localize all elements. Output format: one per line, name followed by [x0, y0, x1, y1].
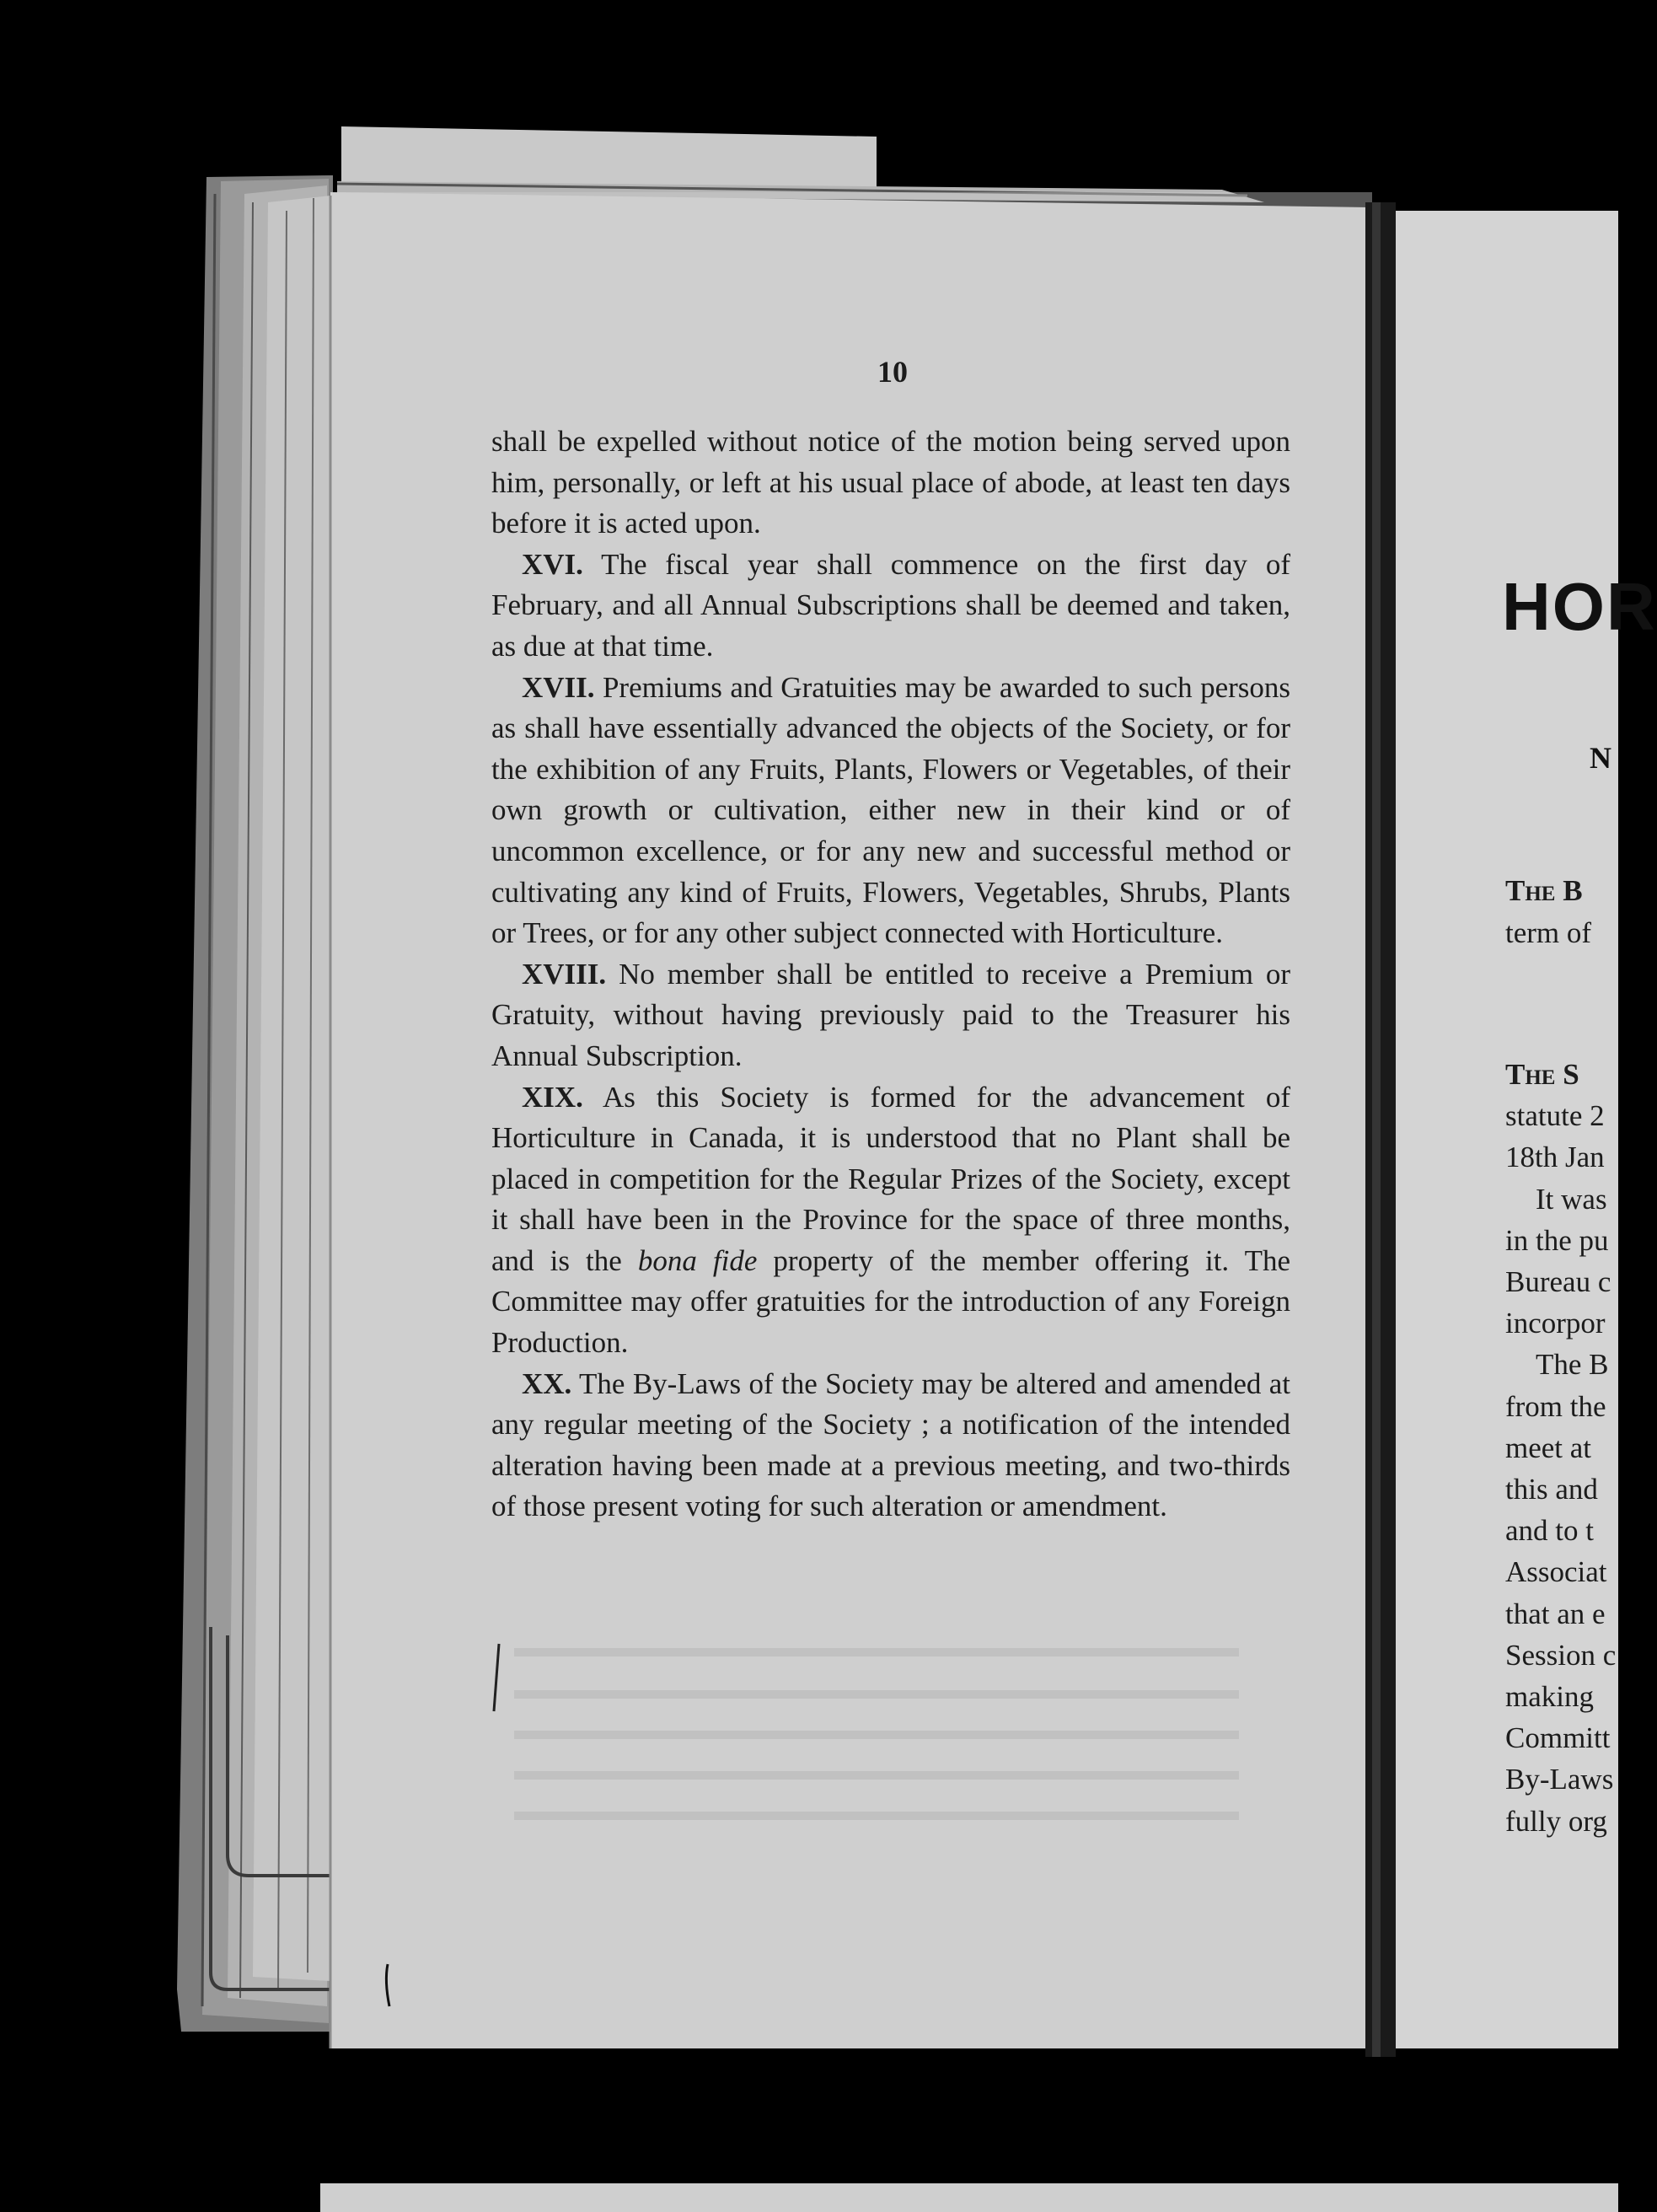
right-page-line	[1505, 870, 1583, 911]
bylaw-paragraph-xviii	[491, 954, 1290, 1077]
italic-phrase: bona fide	[637, 1243, 758, 1277]
right-page-line: Committ	[1505, 1721, 1611, 1755]
right-page-line: Bureau c	[1505, 1265, 1611, 1299]
right-page-line: term of	[1505, 916, 1592, 949]
right-page-line: in the pu	[1505, 1223, 1609, 1257]
right-page-line: that an e	[1505, 1597, 1606, 1630]
bylaw-number: XX.	[522, 1366, 572, 1400]
right-page-line: and to t	[1505, 1514, 1594, 1548]
right-page-line: It was	[1536, 1182, 1607, 1216]
right-page-column	[1505, 1054, 1623, 1842]
bylaw-paragraph-xvi	[491, 545, 1290, 668]
paragraph-continuation	[491, 421, 1290, 545]
bylaw-number: XVI.	[522, 547, 583, 581]
right-page-line: this and	[1505, 1473, 1598, 1506]
bylaw-paragraph-xix	[491, 1077, 1290, 1364]
right-page-subheading: N	[1590, 741, 1611, 775]
right-page-line: incorpor	[1505, 1307, 1606, 1340]
right-page-line: By-Laws	[1505, 1763, 1614, 1796]
right-page-line: meet at	[1505, 1431, 1592, 1464]
right-page-heading: HOR	[1502, 569, 1657, 644]
page-body	[491, 421, 1290, 1527]
right-page-line: The B	[1536, 1348, 1609, 1382]
bylaw-paragraph-xvii	[491, 668, 1290, 954]
page-number: 10	[877, 355, 908, 389]
bylaw-paragraph-xx	[491, 1364, 1290, 1527]
bylaw-number: XVII.	[522, 670, 595, 704]
right-page-line: making	[1505, 1680, 1594, 1714]
right-page-line: Session c	[1505, 1638, 1617, 1672]
paragraph-text: property of the member offering it. The Committee may offer gratuities for the introduction of any Foreign Production.	[491, 1243, 1291, 1360]
right-page-line	[1505, 1054, 1623, 1095]
right-page-line: statute 2	[1505, 1099, 1605, 1133]
right-page-line: fully org	[1505, 1804, 1607, 1838]
paragraph-text: The By-Laws of the Society may be altered and amended at any regular meeting of the Society ; a notification of the intended alteration having been made at a previous meeting, and two-thirds of those present voting for such alteration or amendment.	[491, 1366, 1290, 1523]
paragraph-text: No member shall be entitled to receive a Premium or Gratuity, without having previously paid to the Treasurer his Annual Subscription.	[491, 957, 1290, 1072]
bylaw-number: XVIII.	[522, 957, 607, 991]
paragraph-text: The fiscal year shall commence on the first day of February, and all Annual Subscriptions shall be deemed and taken, as due at that time.	[491, 547, 1290, 663]
paragraph-text: As this Society is formed for the advancement of Horticulture in Canada, it is understood that no Plant shall be placed in competition for the Regular Prizes of the Society, except it shall have been in the Province for the space of three months, and is the	[491, 1080, 1290, 1277]
paragraph-text: shall be expelled without notice of the motion being served upon him, personally, or left at his usual place of abode, at least ten days before it is acted upon.	[491, 425, 1290, 540]
right-page-text: The S	[1505, 1058, 1579, 1091]
right-page-line: Associat	[1505, 1555, 1607, 1589]
right-page-line: 18th Jan	[1505, 1141, 1605, 1174]
bylaw-number: XIX.	[522, 1080, 583, 1114]
paragraph-text: Premiums and Gratuities may be awarded to such persons as shall have essentially advanced the objects of the Society, or for the exhibition of any Fruits, Plants, Flowers or Vegetables, of their own growth or cultivation, either new in their kind or of uncommon excellence, or for any new and successful method or cultivating any kind of Fruits, Flowers, Vegetables, Shrubs, Plants or Trees, or for any other subject connected with Horticulture.	[491, 670, 1290, 950]
right-page-line: from the	[1505, 1389, 1606, 1423]
right-page-text: The B	[1505, 874, 1583, 907]
